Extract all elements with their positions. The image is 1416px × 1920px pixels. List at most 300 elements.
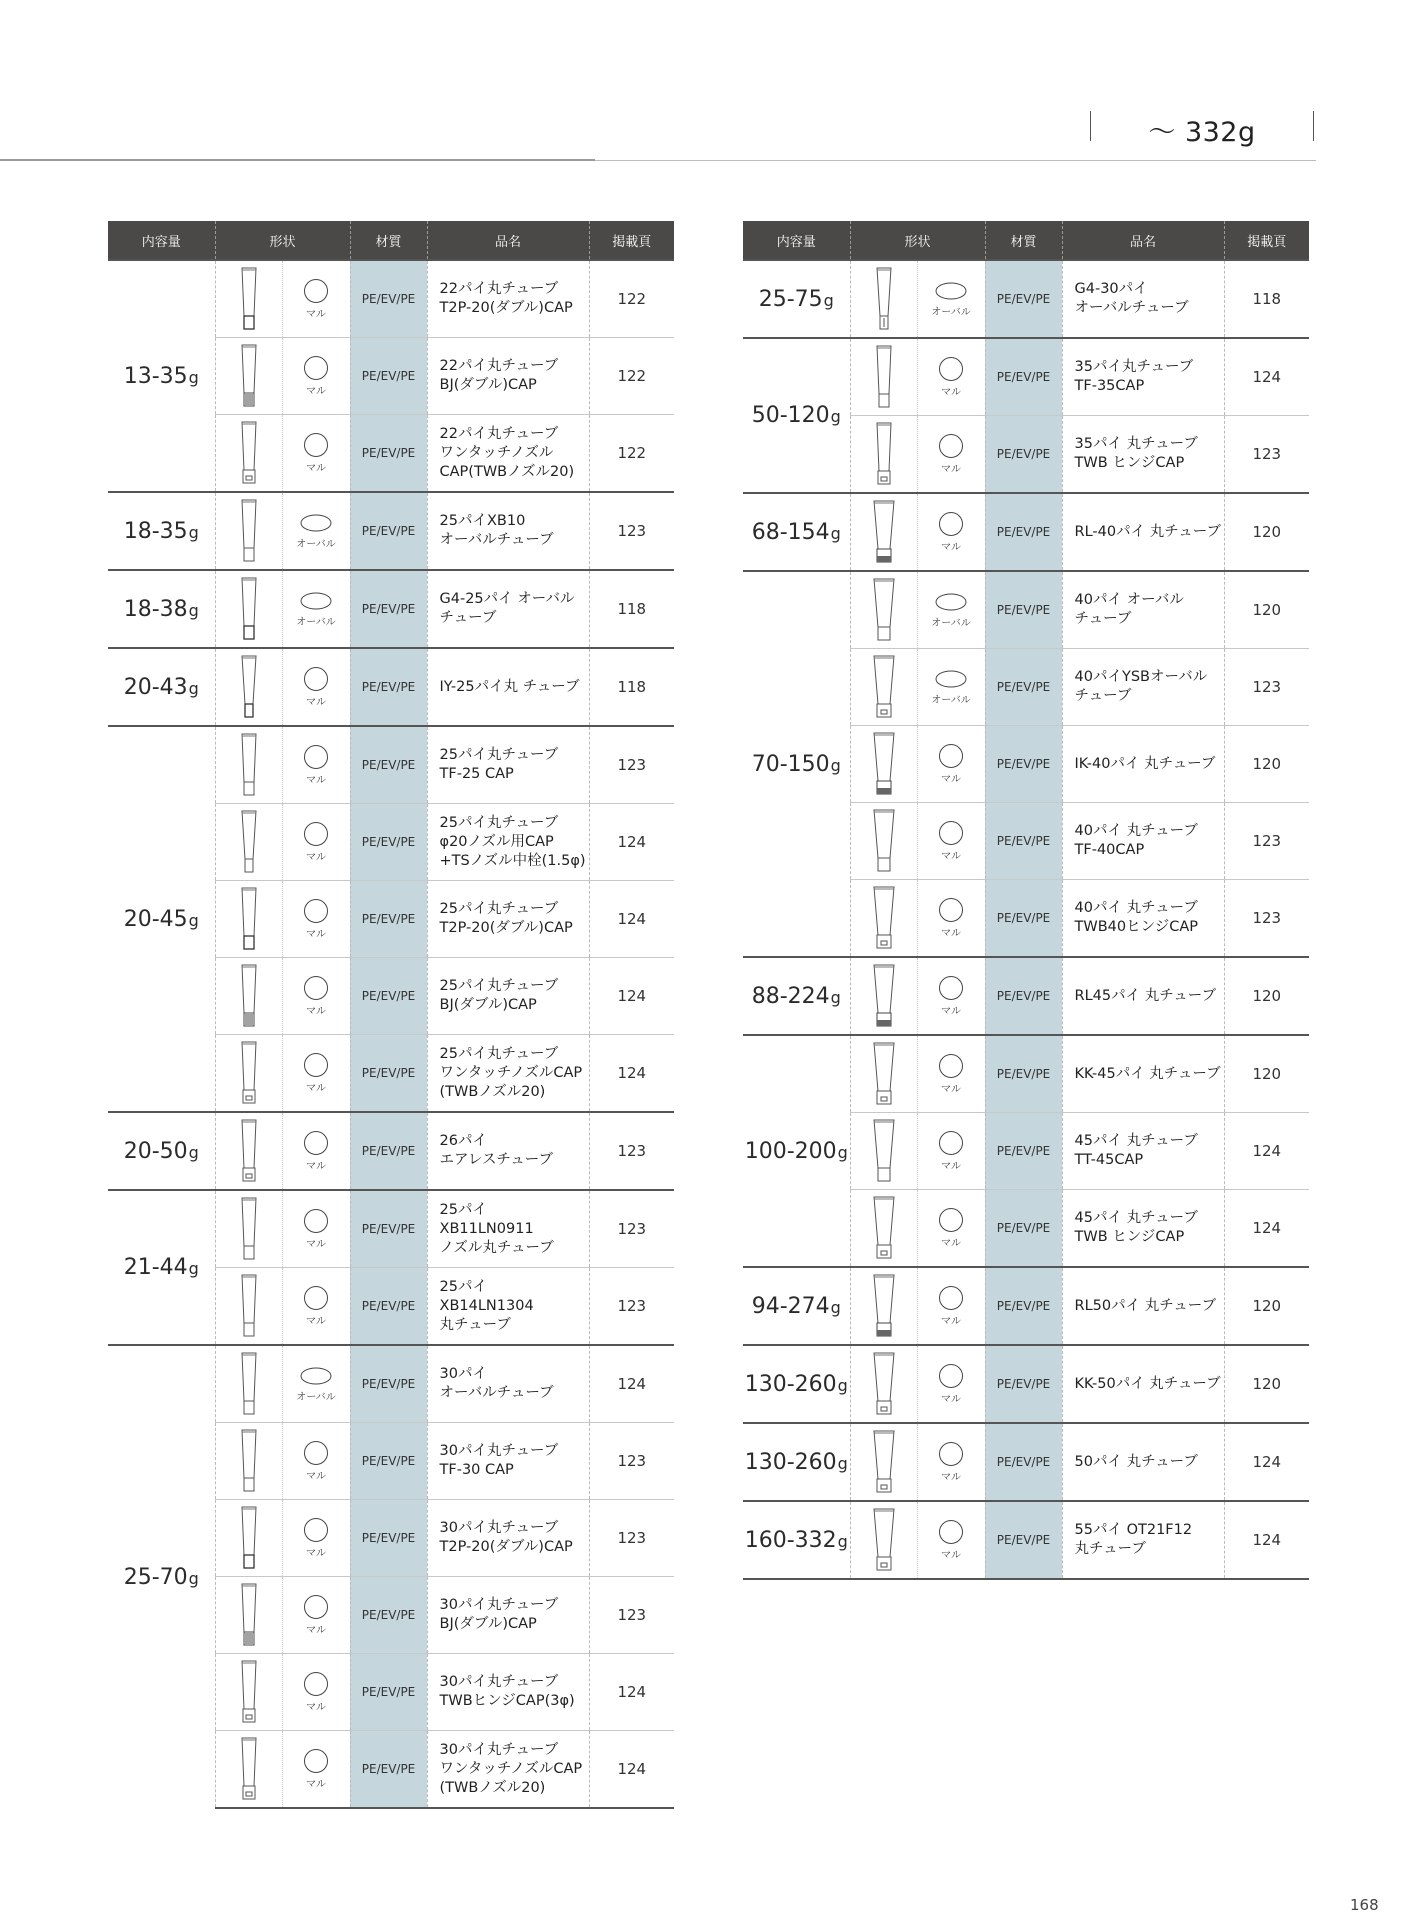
round-section-icon <box>303 355 329 381</box>
cross-section-label: マル <box>306 1471 326 1482</box>
round-section-icon <box>303 432 329 458</box>
capacity-unit: g <box>837 1531 848 1551</box>
capacity-unit: g <box>188 600 199 620</box>
product-name-cell <box>1062 880 1224 958</box>
cross-section-label: マル <box>306 1702 326 1713</box>
tube-shape-icon <box>215 1190 282 1268</box>
round-section-icon <box>303 1208 329 1234</box>
page-ref-cell: 124 <box>589 1654 674 1731</box>
product-name-line: エアレスチューブ <box>439 1152 554 1168</box>
table-row <box>743 571 1309 649</box>
round-section-icon <box>938 975 964 1001</box>
product-name-line: 45パイ 丸チューブ <box>1074 1133 1198 1149</box>
cross-section-cell <box>917 1113 985 1190</box>
material-cell: PE/EV/PE <box>350 338 427 415</box>
table-row <box>108 1190 674 1268</box>
product-name-line: 40パイ オーバル <box>1074 592 1184 608</box>
table-row <box>743 338 1309 416</box>
capacity-value: 100-200 <box>744 1138 837 1164</box>
product-table-right <box>743 221 1309 1580</box>
tube-shape-icon <box>850 1267 917 1345</box>
page-ref-cell: 123 <box>1224 803 1309 880</box>
cross-section-label: マル <box>306 1625 326 1636</box>
material-cell: PE/EV/PE <box>350 726 427 804</box>
col-header-shape: 形状 <box>850 221 985 260</box>
product-name-line: G4-30パイ <box>1074 281 1148 297</box>
oval-section-icon <box>299 1365 333 1387</box>
round-section-icon <box>938 743 964 769</box>
product-name-cell <box>427 726 589 804</box>
capacity-cell <box>108 1112 215 1190</box>
material-cell: PE/EV/PE <box>985 1113 1062 1190</box>
table-row <box>743 957 1309 1035</box>
product-name-line: 30パイ丸チューブ <box>439 1597 559 1613</box>
cross-section-cell <box>282 804 350 881</box>
round-section-icon <box>938 1207 964 1233</box>
product-name-line: チューブ <box>439 610 497 626</box>
product-name-cell <box>1062 1267 1224 1345</box>
material-cell: PE/EV/PE <box>350 804 427 881</box>
cross-section-cell <box>917 571 985 649</box>
cross-section-label: マル <box>941 387 961 398</box>
capacity-cell <box>743 1035 850 1267</box>
cross-section-cell <box>282 492 350 570</box>
capacity-cell <box>743 957 850 1035</box>
cross-section-cell <box>282 726 350 804</box>
page-ref-cell: 124 <box>1224 1113 1309 1190</box>
capacity-unit: g <box>188 1259 199 1278</box>
capacity-cell <box>743 1423 850 1501</box>
capacity-cell <box>108 1345 215 1808</box>
tube-shape-icon <box>215 958 282 1035</box>
col-header-shape: 形状 <box>215 221 350 260</box>
product-name-line: チューブ <box>1074 611 1132 627</box>
product-name-line: 50パイ 丸チューブ <box>1074 1453 1198 1470</box>
oval-section-icon <box>934 280 968 302</box>
table-row <box>108 260 674 338</box>
capacity-value: 160-332 <box>744 1527 837 1553</box>
product-name-line: TF-25 CAP <box>439 766 514 782</box>
product-name-cell <box>427 260 589 338</box>
product-name-cell <box>427 958 589 1035</box>
capacity-unit: g <box>188 1142 199 1162</box>
product-name-line: 40パイ 丸チューブ <box>1074 900 1198 916</box>
tube-shape-icon <box>850 649 917 726</box>
product-name-line: BJ(ダブル)CAP <box>439 1616 537 1632</box>
product-name-line: 30パイ丸チューブ <box>439 1741 559 1758</box>
cross-section-cell <box>282 1577 350 1654</box>
cross-section-cell <box>917 957 985 1035</box>
cross-section-cell <box>282 415 350 493</box>
tube-shape-icon <box>215 492 282 570</box>
product-name-line: 25パイ丸チューブ <box>439 978 559 994</box>
material-cell: PE/EV/PE <box>350 1345 427 1423</box>
round-section-icon <box>938 1130 964 1156</box>
product-name-line: 25パイ丸チューブ <box>439 747 559 763</box>
cross-section-cell <box>282 1112 350 1190</box>
tube-shape-icon <box>215 804 282 881</box>
page-ref-cell: 120 <box>1224 1267 1309 1345</box>
product-name-line: 30パイ丸チューブ <box>439 1674 559 1690</box>
page-ref-cell: 123 <box>1224 649 1309 726</box>
material-cell: PE/EV/PE <box>985 1035 1062 1113</box>
capacity-unit: g <box>188 910 199 930</box>
product-name-cell <box>1062 1423 1224 1501</box>
cross-section-cell <box>917 1423 985 1501</box>
cross-section-cell <box>917 1345 985 1423</box>
page-ref-cell: 124 <box>1224 1423 1309 1501</box>
product-name-cell <box>427 881 589 958</box>
tube-shape-icon <box>850 571 917 649</box>
round-section-icon <box>303 1440 329 1466</box>
cross-section-label: オーバル <box>296 617 336 628</box>
cross-section-label: マル <box>941 1472 961 1483</box>
page-ref-cell: 123 <box>589 1500 674 1577</box>
product-name-line: (TWBノズル20) <box>439 1083 546 1100</box>
page-ref-cell: 122 <box>589 415 674 493</box>
cross-section-label: マル <box>941 1084 961 1095</box>
capacity-unit: g <box>837 1142 848 1162</box>
cross-section-cell <box>917 1190 985 1268</box>
cross-section-cell <box>282 1035 350 1113</box>
tube-shape-icon <box>215 1731 282 1809</box>
tube-shape-icon <box>215 1268 282 1346</box>
cross-section-label: マル <box>941 1161 961 1172</box>
product-name-cell <box>427 1035 589 1113</box>
capacity-unit: g <box>188 1568 199 1588</box>
product-name-line: RL-40パイ 丸チューブ <box>1074 523 1222 540</box>
product-name-line: BJ(ダブル)CAP <box>439 377 537 393</box>
capacity-unit: g <box>837 1453 848 1473</box>
page-ref-cell: 118 <box>589 570 674 648</box>
material-cell: PE/EV/PE <box>985 1267 1062 1345</box>
cross-section-cell <box>282 1345 350 1423</box>
cross-section-cell <box>917 803 985 880</box>
col-header-page: 掲載頁 <box>1224 221 1309 260</box>
product-name-line: ワンタッチノズルCAP <box>439 1064 583 1081</box>
table-row <box>743 1501 1309 1579</box>
page-ref-cell: 122 <box>589 260 674 338</box>
capacity-unit: g <box>830 523 841 543</box>
capacity-value: 20-50 <box>123 1138 188 1164</box>
table-row <box>743 1267 1309 1345</box>
cross-section-label: マル <box>941 774 961 785</box>
tube-shape-icon <box>215 881 282 958</box>
capacity-cell <box>108 570 215 648</box>
product-name-line: 25パイ <box>439 1278 487 1295</box>
cross-section-label: オーバル <box>296 539 336 550</box>
cross-section-cell <box>917 1035 985 1113</box>
round-section-icon <box>303 898 329 924</box>
capacity-value: 68-154 <box>751 519 830 545</box>
product-name-line: 22パイ丸チューブ <box>439 358 559 374</box>
page-ref-cell: 124 <box>589 1035 674 1113</box>
capacity-value: 50-120 <box>751 403 830 428</box>
tube-shape-icon <box>215 1500 282 1577</box>
material-cell: PE/EV/PE <box>985 416 1062 494</box>
material-cell: PE/EV/PE <box>350 958 427 1035</box>
material-cell: PE/EV/PE <box>985 260 1062 338</box>
product-name-cell <box>427 338 589 415</box>
round-section-icon <box>303 975 329 1001</box>
capacity-cell <box>743 260 850 338</box>
page-number: 168 <box>1350 1896 1379 1914</box>
material-cell: PE/EV/PE <box>350 260 427 338</box>
material-cell: PE/EV/PE <box>985 1190 1062 1268</box>
tube-shape-icon <box>215 1112 282 1190</box>
product-name-line: TF-40CAP <box>1074 842 1145 858</box>
cross-section-cell <box>917 880 985 958</box>
page-ref-cell: 124 <box>1224 1190 1309 1268</box>
product-name-line: KK-50パイ 丸チューブ <box>1074 1375 1221 1392</box>
cross-section-cell <box>282 648 350 726</box>
cross-section-cell <box>282 1500 350 1577</box>
product-name-line: IY-25パイ丸 チューブ <box>439 678 580 695</box>
capacity-value: 88-224 <box>751 983 830 1009</box>
product-name-line: TWB ヒンジCAP <box>1074 455 1185 471</box>
capacity-unit: g <box>837 1375 848 1395</box>
tube-shape-icon <box>850 338 917 416</box>
cross-section-cell <box>917 1501 985 1579</box>
product-name-line: RL50パイ 丸チューブ <box>1074 1297 1217 1314</box>
page-ref-cell: 123 <box>589 1190 674 1268</box>
cross-section-cell <box>917 416 985 494</box>
product-name-cell <box>427 570 589 648</box>
cross-section-label: マル <box>941 542 961 553</box>
cross-section-label: マル <box>306 1239 326 1250</box>
cross-section-cell <box>282 958 350 1035</box>
cross-section-label: マル <box>306 697 326 708</box>
table-row <box>743 1345 1309 1423</box>
capacity-value: 25-70 <box>123 1564 188 1590</box>
product-name-line: TWB ヒンジCAP <box>1074 1229 1185 1245</box>
page-ref-cell: 124 <box>589 804 674 881</box>
product-name-cell <box>1062 416 1224 494</box>
tube-shape-icon <box>850 803 917 880</box>
capacity-unit: g <box>830 987 841 1007</box>
product-name-cell <box>1062 1190 1224 1268</box>
product-name-cell <box>1062 1345 1224 1423</box>
cross-section-label: オーバル <box>931 695 971 706</box>
product-name-line: XB11LN0911 <box>439 1220 534 1237</box>
capacity-unit: g <box>830 407 841 426</box>
product-name-line: CAP(TWBノズル20) <box>439 463 575 480</box>
product-name-line: IK-40パイ 丸チューブ <box>1074 755 1216 772</box>
page-ref-cell: 124 <box>589 1345 674 1423</box>
product-name-line: 30パイ丸チューブ <box>439 1443 559 1459</box>
page-ref-cell: 120 <box>1224 571 1309 649</box>
capacity-value: 20-45 <box>123 906 188 932</box>
page-ref-cell: 120 <box>1224 493 1309 571</box>
table-row <box>108 648 674 726</box>
material-cell: PE/EV/PE <box>985 880 1062 958</box>
tube-shape-icon <box>850 1345 917 1423</box>
capacity-value: 13-35 <box>123 363 188 389</box>
product-name-line: 22パイ丸チューブ <box>439 281 559 297</box>
product-name-line: 26パイ <box>439 1133 487 1149</box>
product-name-cell <box>427 1423 589 1500</box>
capacity-unit: g <box>188 678 199 698</box>
cross-section-cell <box>282 260 350 338</box>
product-name-cell <box>427 648 589 726</box>
page-ref-cell: 123 <box>589 1112 674 1190</box>
product-name-line: オーバルチューブ <box>439 532 554 548</box>
capacity-value: 25-75 <box>758 286 823 312</box>
material-cell: PE/EV/PE <box>985 1501 1062 1579</box>
capacity-cell <box>108 492 215 570</box>
table-row <box>743 1035 1309 1113</box>
page-ref-cell: 123 <box>589 1577 674 1654</box>
material-cell: PE/EV/PE <box>350 1423 427 1500</box>
material-cell: PE/EV/PE <box>350 1500 427 1577</box>
material-cell: PE/EV/PE <box>350 1112 427 1190</box>
col-header-page: 掲載頁 <box>589 221 674 260</box>
page-ref-cell: 123 <box>589 1268 674 1346</box>
page-ref-cell: 123 <box>1224 416 1309 494</box>
product-name-line: T2P-20(ダブル)CAP <box>439 1539 573 1555</box>
capacity-cell <box>743 1267 850 1345</box>
capacity-unit: g <box>830 1297 841 1317</box>
product-name-line: TF-35CAP <box>1074 378 1145 394</box>
product-name-cell <box>1062 1035 1224 1113</box>
product-name-line: 22パイ丸チューブ <box>439 425 559 442</box>
table-row <box>108 1345 674 1423</box>
product-name-line: φ20ノズル用CAP <box>439 833 554 850</box>
table-row <box>108 726 674 804</box>
page-title: ～ 332g <box>1148 117 1256 148</box>
cross-section-label: マル <box>306 1548 326 1559</box>
material-cell: PE/EV/PE <box>985 1345 1062 1423</box>
cross-section-label: マル <box>306 463 326 474</box>
col-header-name: 品名 <box>427 221 589 260</box>
page-ref-cell: 123 <box>1224 880 1309 958</box>
product-name-line: 25パイXB10 <box>439 513 526 529</box>
tube-shape-icon <box>850 957 917 1035</box>
round-section-icon <box>303 1671 329 1697</box>
cross-section-label: マル <box>306 1161 326 1172</box>
product-name-line: 35パイ 丸チューブ <box>1074 436 1198 452</box>
round-section-icon <box>938 433 964 459</box>
tube-shape-icon <box>215 648 282 726</box>
tube-shape-icon <box>850 880 917 958</box>
capacity-cell <box>108 726 215 1112</box>
material-cell: PE/EV/PE <box>350 1654 427 1731</box>
round-section-icon <box>303 1285 329 1311</box>
tube-shape-icon <box>850 1423 917 1501</box>
material-cell: PE/EV/PE <box>350 1035 427 1113</box>
round-section-icon <box>938 1363 964 1389</box>
table-row <box>108 492 674 570</box>
material-cell: PE/EV/PE <box>350 570 427 648</box>
cross-section-label: マル <box>306 309 326 320</box>
product-name-line: 55パイ OT21F12 <box>1074 1522 1193 1538</box>
round-section-icon <box>303 1594 329 1620</box>
capacity-cell <box>108 648 215 726</box>
tube-shape-icon <box>215 1577 282 1654</box>
capacity-value: 18-38 <box>123 596 188 622</box>
capacity-cell <box>743 493 850 571</box>
material-cell: PE/EV/PE <box>985 493 1062 571</box>
tube-shape-icon <box>850 260 917 338</box>
material-cell: PE/EV/PE <box>985 338 1062 416</box>
page-ref-cell: 124 <box>1224 338 1309 416</box>
product-name-cell <box>1062 1501 1224 1579</box>
product-name-line: 丸チューブ <box>1074 1541 1146 1557</box>
product-name-cell <box>1062 957 1224 1035</box>
product-name-line: オーバルチューブ <box>1074 300 1189 316</box>
cross-section-label: マル <box>306 929 326 940</box>
tube-shape-icon <box>215 1654 282 1731</box>
cross-section-label: マル <box>941 464 961 475</box>
product-name-line: チューブ <box>1074 688 1132 704</box>
round-section-icon <box>303 1052 329 1078</box>
cross-section-label: マル <box>306 775 326 786</box>
product-name-cell <box>427 1577 589 1654</box>
page-ref-cell: 120 <box>1224 957 1309 1035</box>
product-name-line: 25パイ丸チューブ <box>439 1045 559 1062</box>
product-name-line: XB14LN1304 <box>439 1297 534 1314</box>
page-ref-cell: 124 <box>589 958 674 1035</box>
cross-section-label: マル <box>306 1006 326 1017</box>
cross-section-cell <box>917 649 985 726</box>
round-section-icon <box>938 897 964 923</box>
product-name-line: 25パイ丸チューブ <box>439 901 559 917</box>
product-name-cell <box>427 1345 589 1423</box>
round-section-icon <box>938 1053 964 1079</box>
material-cell: PE/EV/PE <box>350 1577 427 1654</box>
product-name-cell <box>427 1500 589 1577</box>
product-name-cell <box>1062 571 1224 649</box>
product-name-cell <box>1062 649 1224 726</box>
product-name-line: G4-25パイ オーバル <box>439 591 575 607</box>
product-name-line: ワンタッチノズル <box>439 444 554 461</box>
page-ref-cell: 120 <box>1224 726 1309 803</box>
tube-shape-icon <box>215 415 282 493</box>
product-name-line: (TWBノズル20) <box>439 1779 546 1796</box>
cross-section-label: マル <box>941 851 961 862</box>
round-section-icon <box>303 1130 329 1156</box>
cross-section-cell <box>282 570 350 648</box>
material-cell: PE/EV/PE <box>350 1190 427 1268</box>
product-name-line: オーバルチューブ <box>439 1385 554 1401</box>
product-name-cell <box>427 804 589 881</box>
cross-section-label: マル <box>306 1779 326 1790</box>
product-name-cell <box>427 1654 589 1731</box>
page-ref-cell: 123 <box>589 726 674 804</box>
cross-section-cell <box>917 338 985 416</box>
product-name-cell <box>1062 260 1224 338</box>
cross-section-cell <box>917 493 985 571</box>
cross-section-label: マル <box>941 1316 961 1327</box>
product-name-line: ワンタッチノズルCAP <box>439 1760 583 1777</box>
round-section-icon <box>303 1517 329 1543</box>
col-header-capacity: 内容量 <box>743 221 850 260</box>
product-name-line: 45パイ 丸チューブ <box>1074 1210 1198 1226</box>
round-section-icon <box>938 1285 964 1311</box>
cross-section-label: マル <box>306 1083 326 1094</box>
product-name-cell <box>1062 726 1224 803</box>
cross-section-label: マル <box>941 928 961 939</box>
product-name-line: TF-30 CAP <box>439 1462 514 1478</box>
product-name-line: ノズル丸チューブ <box>439 1239 554 1256</box>
material-cell: PE/EV/PE <box>985 726 1062 803</box>
tube-shape-icon <box>850 1113 917 1190</box>
product-table-left <box>108 221 674 1809</box>
tube-shape-icon <box>850 1190 917 1268</box>
capacity-unit: g <box>823 290 834 310</box>
material-cell: PE/EV/PE <box>350 881 427 958</box>
table-row <box>743 493 1309 571</box>
